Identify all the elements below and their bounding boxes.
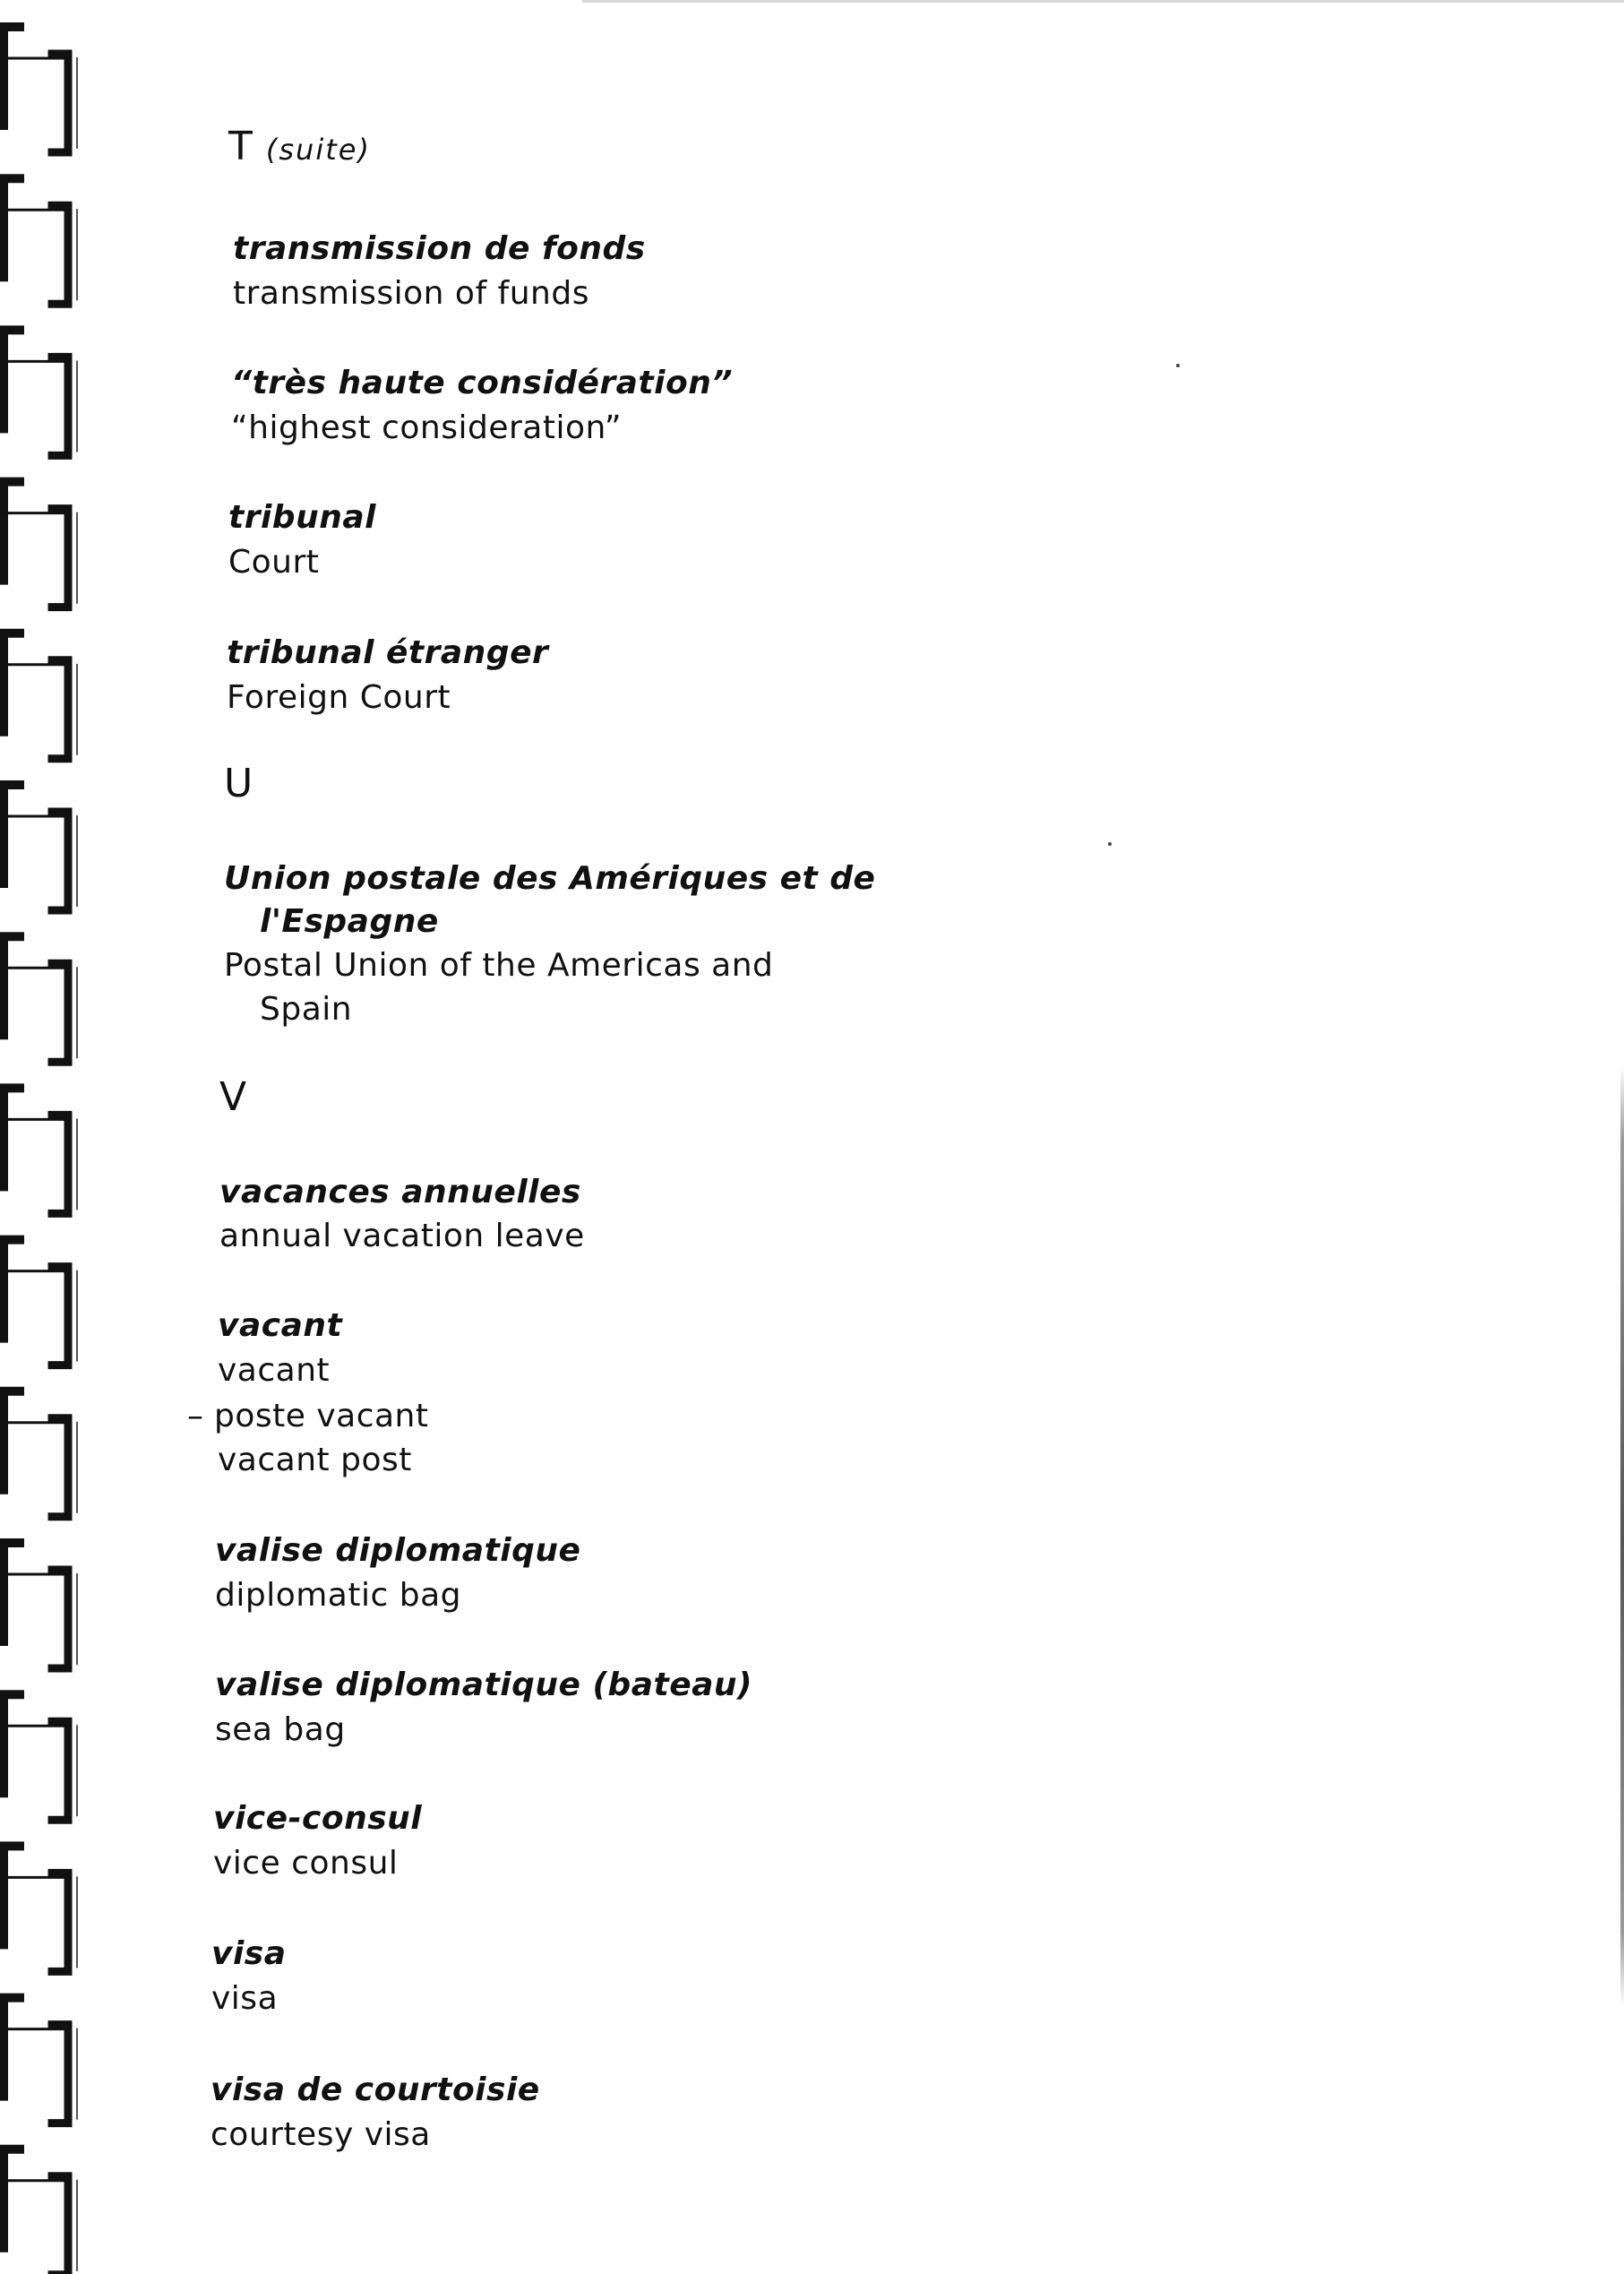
section-heading-u: U: [224, 761, 253, 806]
binding-ring-right: [52, 812, 68, 910]
binding-ring-right: [52, 2025, 68, 2123]
binding-ring-right: [52, 660, 68, 759]
binding-ring-left: [4, 1088, 20, 1186]
section-heading-t: [228, 125, 371, 171]
scan-speck: [1108, 842, 1112, 846]
binding-ring-right: [52, 1267, 68, 1365]
term-english: Postal Union of the Americas and: [224, 947, 774, 984]
term-french: valise diplomatique: [215, 1532, 581, 1569]
term-english: vice consul: [213, 1845, 399, 1882]
binding-ring-left: [4, 936, 20, 1035]
term-french: transmission de fonds: [233, 230, 646, 267]
term-french: valise diplomatique (bateau): [215, 1667, 752, 1703]
term-english: Foreign Court: [227, 679, 451, 716]
term-french: vice-consul: [213, 1800, 423, 1837]
term-french: tribunal étranger: [227, 634, 549, 671]
sub-entry-dash: –: [187, 1398, 204, 1434]
binding-ring-left: [4, 1240, 20, 1339]
binding-ring-left: [4, 178, 20, 277]
binding-ring-right: [52, 1418, 68, 1517]
term-french: visa: [211, 1935, 287, 1972]
heading-suffix: (suite): [265, 133, 371, 167]
binding-ring-left: [4, 785, 20, 883]
binding-ring-left: [4, 27, 20, 125]
binding-ring-left: [4, 1391, 20, 1490]
term-french: vacant: [218, 1307, 343, 1344]
term-english: annual vacation leave: [219, 1218, 585, 1254]
term-english: visa: [211, 1980, 279, 2017]
heading-letter: T: [228, 124, 253, 169]
spiral-binding: [0, 0, 99, 2274]
term-french: tribunal: [228, 499, 376, 536]
binding-ring-right: [52, 1570, 68, 1668]
term-french-continued: l'Espagne: [260, 903, 439, 940]
binding-ring-left: [4, 330, 20, 428]
term-english: “highest consideration”: [231, 409, 622, 446]
term-french: “très haute considération”: [231, 365, 734, 401]
binding-ring-right: [52, 54, 68, 152]
binding-ring-right: [52, 2176, 68, 2274]
binding-ring-left: [4, 1998, 20, 2097]
binding-ring-left: [4, 1694, 20, 1793]
binding-ring-left: [4, 1543, 20, 1641]
binding-ring-left: [4, 633, 20, 732]
binding-ring-right: [52, 357, 68, 455]
binding-ring-left: [4, 482, 20, 581]
term-french: Union postale des Amériques et de: [224, 860, 876, 897]
term-french: visa de courtoisie: [211, 2072, 540, 2108]
term-french: vacances annuelles: [219, 1174, 581, 1210]
binding-ring-right: [52, 205, 68, 304]
term-english: courtesy visa: [211, 2116, 431, 2153]
binding-ring-right: [52, 1115, 68, 1213]
binding-ring-right: [52, 963, 68, 1062]
term-english: Court: [228, 544, 320, 581]
sub-term-english: vacant post: [218, 1442, 412, 1478]
binding-ring-left: [4, 1846, 20, 1944]
scan-speck: [1176, 364, 1180, 367]
term-english: sea bag: [215, 1711, 346, 1748]
scan-top-edge: [582, 0, 1624, 3]
scan-right-edge: [1620, 1066, 1624, 2007]
term-english: vacant: [218, 1352, 331, 1389]
binding-ring-right: [52, 509, 68, 607]
sub-term-french: [187, 1398, 429, 1434]
binding-ring-right: [52, 1873, 68, 1971]
binding-rings: [0, 27, 77, 2274]
binding-ring-left: [4, 2149, 20, 2248]
binding-ring-right: [52, 1721, 68, 1820]
term-english-continued: Spain: [260, 991, 353, 1028]
term-english: transmission of funds: [233, 275, 589, 312]
section-heading-v: V: [219, 1074, 247, 1120]
term-english: diplomatic bag: [215, 1577, 461, 1614]
sub-term-french-text: poste vacant: [214, 1398, 429, 1434]
